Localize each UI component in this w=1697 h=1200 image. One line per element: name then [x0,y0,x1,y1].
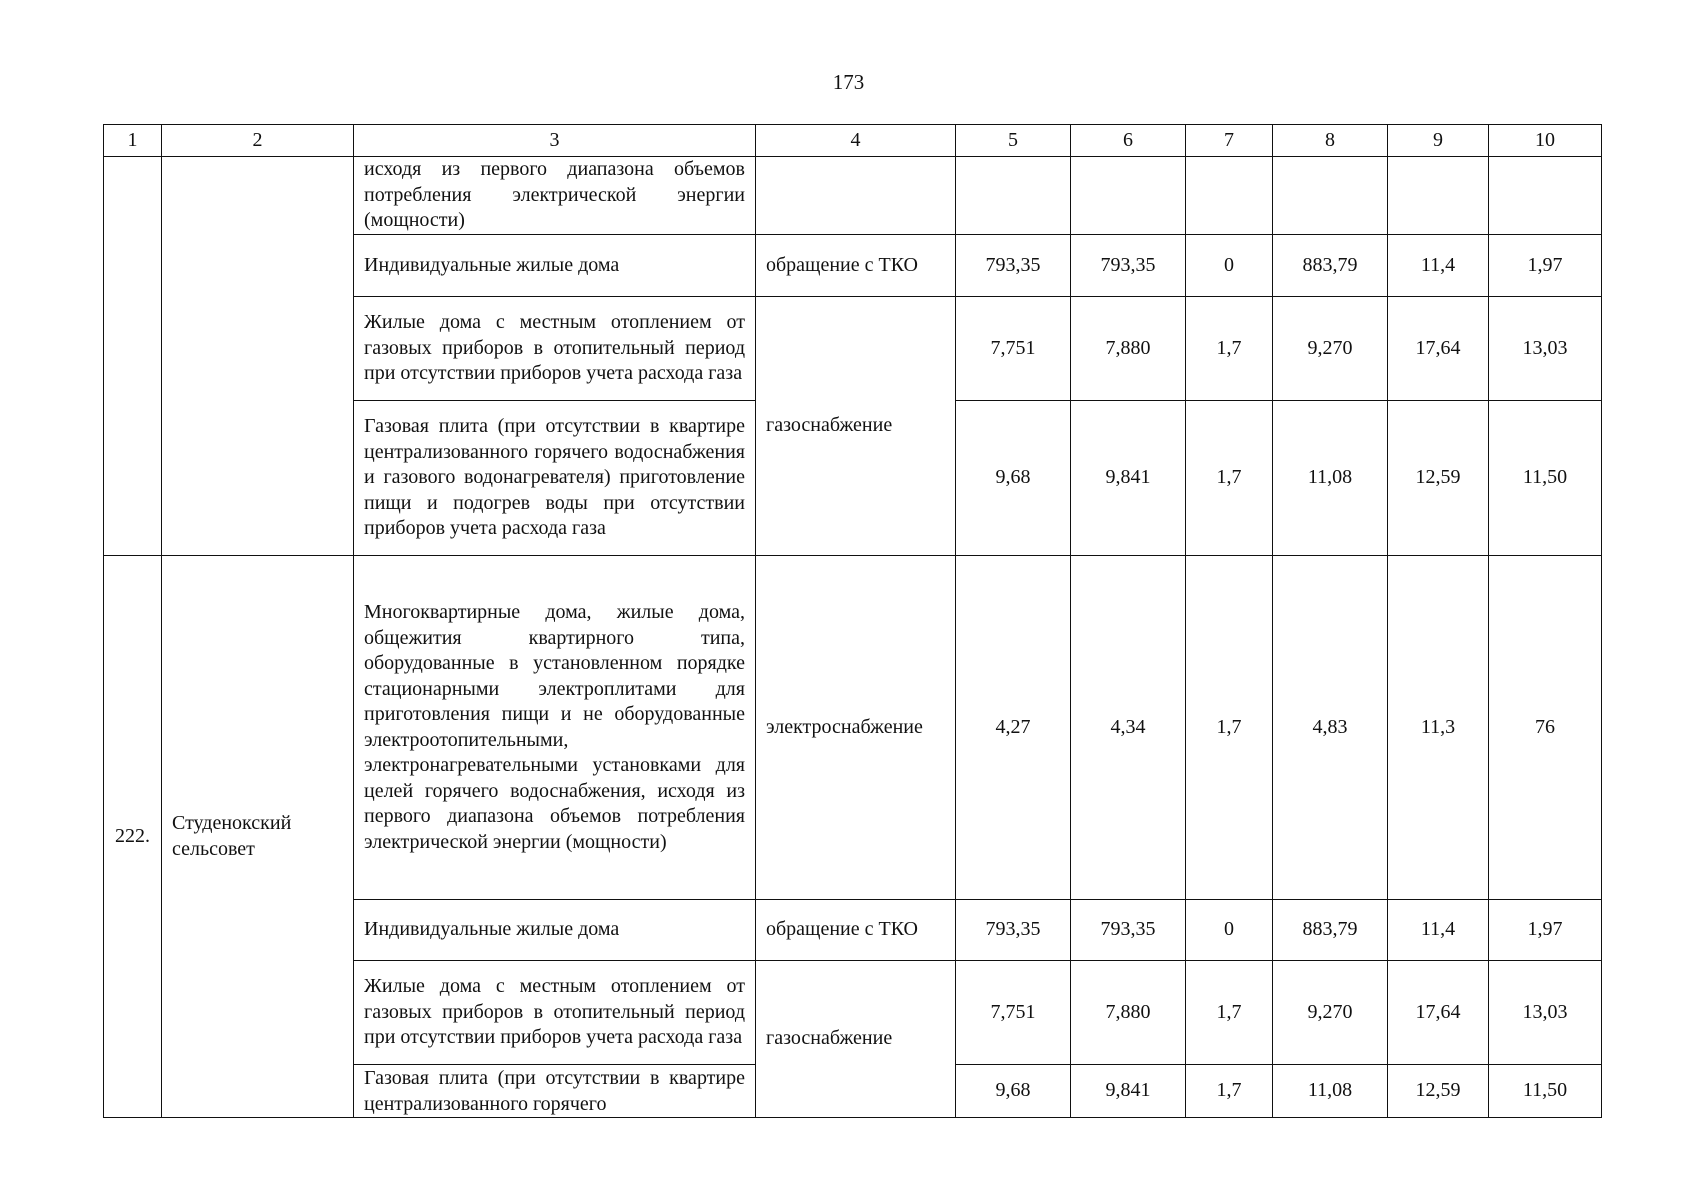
value-cell: 1,7 [1186,556,1273,900]
value-cell: 883,79 [1273,235,1388,297]
value-cell: 1,7 [1186,961,1273,1065]
description-cell: исходя из первого диапазона объемов потребления электрической энергии (мощности) [354,157,756,235]
description-cell: Газовая плита (при отсутствии в квартире централизованного горячего водоснабжения и газового водонагревателя) приготовление пищи и подогрев воды при отсутствии приборов учета расхода газа [354,401,756,556]
value-cell: 13,03 [1489,961,1602,1065]
page-number: 173 [832,70,865,94]
value-cell: 4,27 [956,556,1071,900]
value-cell: 11,50 [1489,401,1602,556]
value-cell: 4,34 [1071,556,1186,900]
value-cell-empty [1388,157,1489,235]
value-cell: 17,64 [1388,961,1489,1065]
description-cell: Жилые дома с местным отоплением от газовых приборов в отопительный период при отсутствии приборов учета расхода газа [354,961,756,1065]
value-cell: 793,35 [1071,235,1186,297]
value-cell: 9,270 [1273,961,1388,1065]
description-cell: Жилые дома с местным отоплением от газовых приборов в отопительный период при отсутствии приборов учета расхода газа [354,297,756,401]
value-cell: 0 [1186,900,1273,961]
table-row [104,556,1602,900]
service-cell: газоснабжение [756,297,956,556]
value-cell: 0 [1186,235,1273,297]
value-cell: 12,59 [1388,401,1489,556]
value-cell: 883,79 [1273,900,1388,961]
settlement-name: Студенокский сельсовет [162,556,354,1118]
description-cell: Индивидуальные жилые дома [354,900,756,961]
row-number: 222. [104,556,162,1118]
value-cell: 76 [1489,556,1602,900]
service-cell: обращение с ТКО [756,235,956,297]
value-cell: 1,97 [1489,900,1602,961]
header-cell: 1 [104,125,162,157]
value-cell-empty [1186,157,1273,235]
value-cell: 9,841 [1071,401,1186,556]
value-cell: 7,751 [956,961,1071,1065]
value-cell: 1,7 [1186,401,1273,556]
service-cell-empty [756,157,956,235]
header-cell: 4 [756,125,956,157]
value-cell-empty [956,157,1071,235]
table-header-row [104,125,1602,157]
value-cell: 12,59 [1388,1065,1489,1118]
description-cell: Индивидуальные жилые дома [354,235,756,297]
value-cell: 9,68 [956,1065,1071,1118]
service-cell: электроснабжение [756,556,956,900]
header-cell: 8 [1273,125,1388,157]
value-cell: 11,4 [1388,900,1489,961]
value-cell: 17,64 [1388,297,1489,401]
header-cell: 6 [1071,125,1186,157]
value-cell: 793,35 [1071,900,1186,961]
value-cell: 11,08 [1273,1065,1388,1118]
header-cell: 5 [956,125,1071,157]
value-cell: 13,03 [1489,297,1602,401]
header-cell: 10 [1489,125,1602,157]
value-cell-empty [1071,157,1186,235]
service-cell: обращение с ТКО [756,900,956,961]
value-cell: 4,83 [1273,556,1388,900]
value-cell: 793,35 [956,235,1071,297]
header-cell: 2 [162,125,354,157]
value-cell: 1,97 [1489,235,1602,297]
tariff-table [103,124,1602,1118]
table-row [104,157,1602,235]
value-cell: 11,4 [1388,235,1489,297]
value-cell-empty [1273,157,1388,235]
settlement-cell-empty [162,157,354,556]
value-cell: 7,880 [1071,297,1186,401]
value-cell: 1,7 [1186,297,1273,401]
service-cell: газоснабжение [756,961,956,1118]
value-cell: 11,08 [1273,401,1388,556]
number-cell-empty [104,157,162,556]
description-cell: Газовая плита (при отсутствии в квартире централизованного горячего [354,1065,756,1118]
value-cell: 11,3 [1388,556,1489,900]
value-cell: 9,841 [1071,1065,1186,1118]
value-cell: 1,7 [1186,1065,1273,1118]
value-cell: 11,50 [1489,1065,1602,1118]
value-cell-empty [1489,157,1602,235]
value-cell: 7,751 [956,297,1071,401]
header-cell: 9 [1388,125,1489,157]
header-cell: 3 [354,125,756,157]
description-cell: Многоквартирные дома, жилые дома, общежития квартирного типа, оборудованные в установленном порядке стационарными электроплитами для приготовления пищи и не оборудованные электроотопительными, электронагревательными установками для целей горячего водоснабжения, исходя из первого диапазона объемов потребления электрической энергии (мощности) [354,556,756,900]
value-cell: 9,68 [956,401,1071,556]
value-cell: 793,35 [956,900,1071,961]
header-cell: 7 [1186,125,1273,157]
value-cell: 9,270 [1273,297,1388,401]
value-cell: 7,880 [1071,961,1186,1065]
